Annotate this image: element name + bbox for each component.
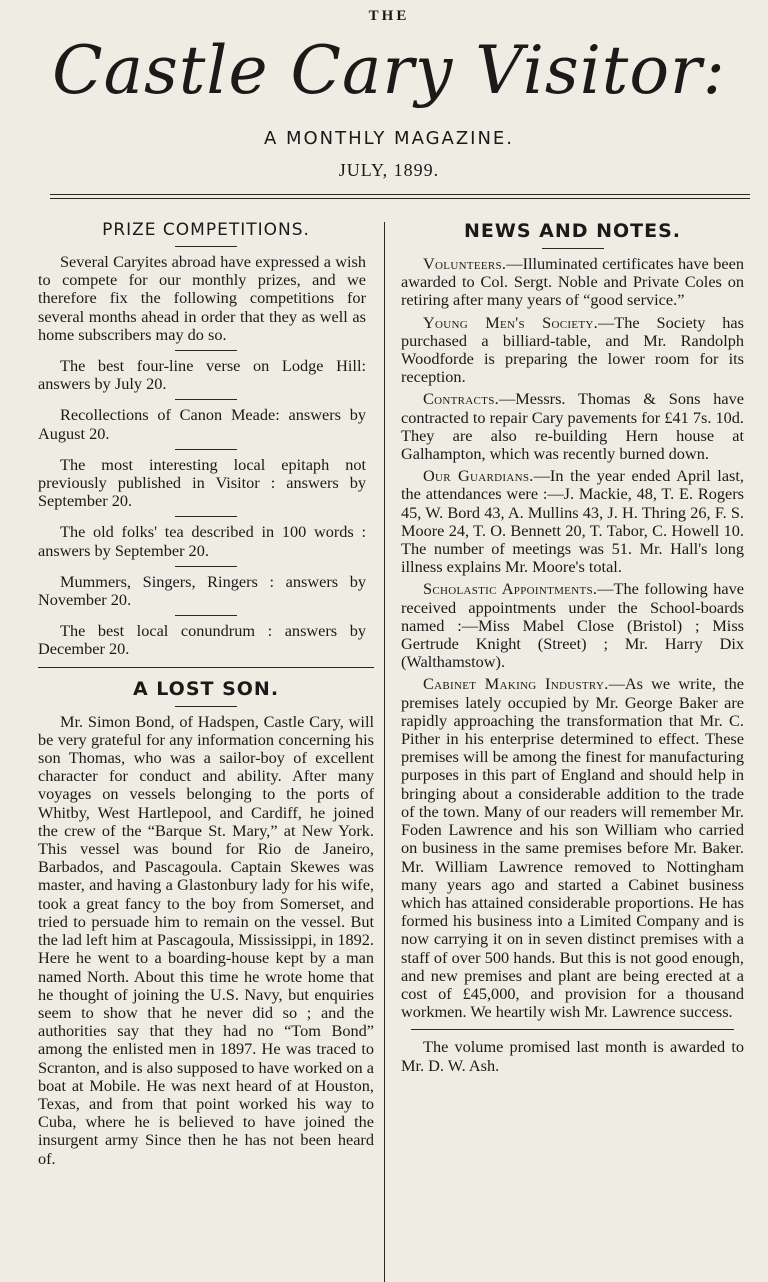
news-item-lead: Contracts. [423,389,499,409]
divider [175,615,237,616]
competition-item: The most interesting local epitaph not previously published in Visitor : answers by September 20. [38,454,366,511]
divider [175,566,237,567]
news-item-contracts [401,390,744,463]
news-item-lead: Cabinet Making Industry. [423,674,609,694]
news-item-volunteers [401,255,744,310]
competition-item: The old folks' tea described in 100 words : answers by September 20. [38,522,366,560]
divider [175,706,237,707]
divider [411,1029,734,1030]
news-heading: NEWS AND NOTES. [463,220,682,242]
prize-competitions-heading: PRIZE COMPETITIONS. [102,220,310,240]
masthead-subtitle: A MONTHLY MAGAZINE. [263,128,515,149]
divider [542,248,604,249]
competition-item: Mummers, Singers, Ringers : answers by November 20. [38,571,366,610]
divider [175,516,237,517]
news-item-text: —Illuminated certificates have been awarded to Col. Sergt. Noble and Private Coles on retiring after many years of “good service.” [401,254,744,310]
news-item-text: —Messrs. Thomas & Sons have contracted to repair Cary pavements for £41 7s. 10d. They are also re-building Hern house at Galhampton, which was recently burned down. [401,389,744,464]
section-divider [38,667,374,668]
left-column [38,214,384,1280]
news-item-lead: Our Guardians. [423,466,534,486]
competition-item: The best four-line verse on Lodge Hill: answers by July 20. [38,356,366,394]
news-item-lead: Scholastic Appointments. [423,579,598,599]
prize-competitions-section [38,253,374,659]
news-item-guardians [401,467,744,576]
news-item-text: —The Society has purchased a billiard-table, and Mr. Randolph Woodforde is preparing the lower room for its reception. [401,312,744,387]
issue-date: JULY, 1899. [338,160,440,180]
divider [175,449,237,450]
news-item-scholastic-appointments [401,580,744,671]
masthead-double-rule [50,194,750,199]
prize-competitions-intro: Several Caryites abroad have expressed a wish to compete for our monthly prizes, and we therefore fix the following competitions for several months ahead in order that they as well as home subscribers may do so. [38,252,366,344]
news-item-text: —As we write, the premises lately occupied by Mr. George Baker are rapidly approaching the transformation that Mr. C. Pither in his enterprise determined to effect. These premises will be among the finest for manufacturing purposes in this part of England and should help in bringing about a considerable addition to the trade of the town. Many of our readers will remember Mr. Foden Lawrence and his son William who carried on business in the same premises before Mr. Baker. Mr. William Lawrence removed to Nottingham many years ago and started a Cabinet business which has attained considerable proportions. He has formed his business into a Limited Company and is now carrying it on in seven distinct premises with a staff of over 500 hands. But this is not good enough, and new premises and plant are being erected at a cost of £45,000, and provision for a thousand workmen. We heartily wish Mr. Lawrence success. [401,674,745,1022]
right-column [385,214,744,1280]
divider [175,246,237,247]
news-item-text: —The following have received appointments under the School-boards named :—Miss Mabel Close (Bristol) ; Miss Gertrude Knight (Street) ; Mr. Harry Dix (Walthamstow). [401,579,744,672]
closing-note: The volume promised last month is awarded to Mr. D. W. Ash. [401,1037,744,1075]
divider [175,399,237,400]
competition-item: The best local conundrum : answers by December 20. [38,621,366,659]
news-item-cabinet-making [401,675,744,1021]
divider [175,350,237,351]
masthead-title: Castle Cary Visitor: [52,32,726,109]
news-item-lead: Volunteers. [423,254,507,273]
news-item-text: —In the year ended April last, the attendances were :—J. Mackie, 48, T. E. Rogers 45, W. Bord 43, A. Mullins 43, J. H. Thring 26, F. S. Moore 24, T. O. Bennett 20, T. Tabor, C. Howell 10. The number of meetings was 51. Mr. Hall's long illness explains Mr. Moore's total. [401,466,744,577]
lost-son-body: Mr. Simon Bond, of Hadspen, Castle Cary, will be very grateful for any information concerning his son Thomas, who was a sailor-boy of excellent character for conduct and ability. After many voyages on vessels belonging to the ports of Whitby, West Hartlepool, and Cardiff, he joined the crew of the “Barque St. Mary,” at New York. This vessel was bound for Rio de Janeiro, Barbados, and Pascagoula. Captain Skewes was master, and having a Glastonbury lady for his wife, took a great fancy to the boy from Somerset, and tried to persuade him to remain on the vessel. But the lad left him at Pascagoula, Mississippi, in 1892. Here he went to a boarding-house kept by a man named North. About this time he wrote home that he thought of joining the U.S. Navy, but enquiries seem to show that he never did so ; and the authorities say that they had no “Tom Bond” among the enlisted men in 1897. He was traced to Scranton, and is also supposed to have worked on a boat at Mobile. He was next heard of at Houston, Texas, and from that point worked his way to Cuba, where he is believed to have joined the insurgent army Since then he has not been heard of. [38,711,374,1168]
competition-item: Recollections of Canon Meade: answers by August 20. [38,405,366,443]
masthead-article: THE [368,8,410,24]
two-column-body [38,214,744,1280]
news-item-young-mens-society [401,314,744,387]
lost-son-heading: A LOST SON. [132,677,280,700]
news-item-lead: Young Men's Society. [423,312,599,332]
